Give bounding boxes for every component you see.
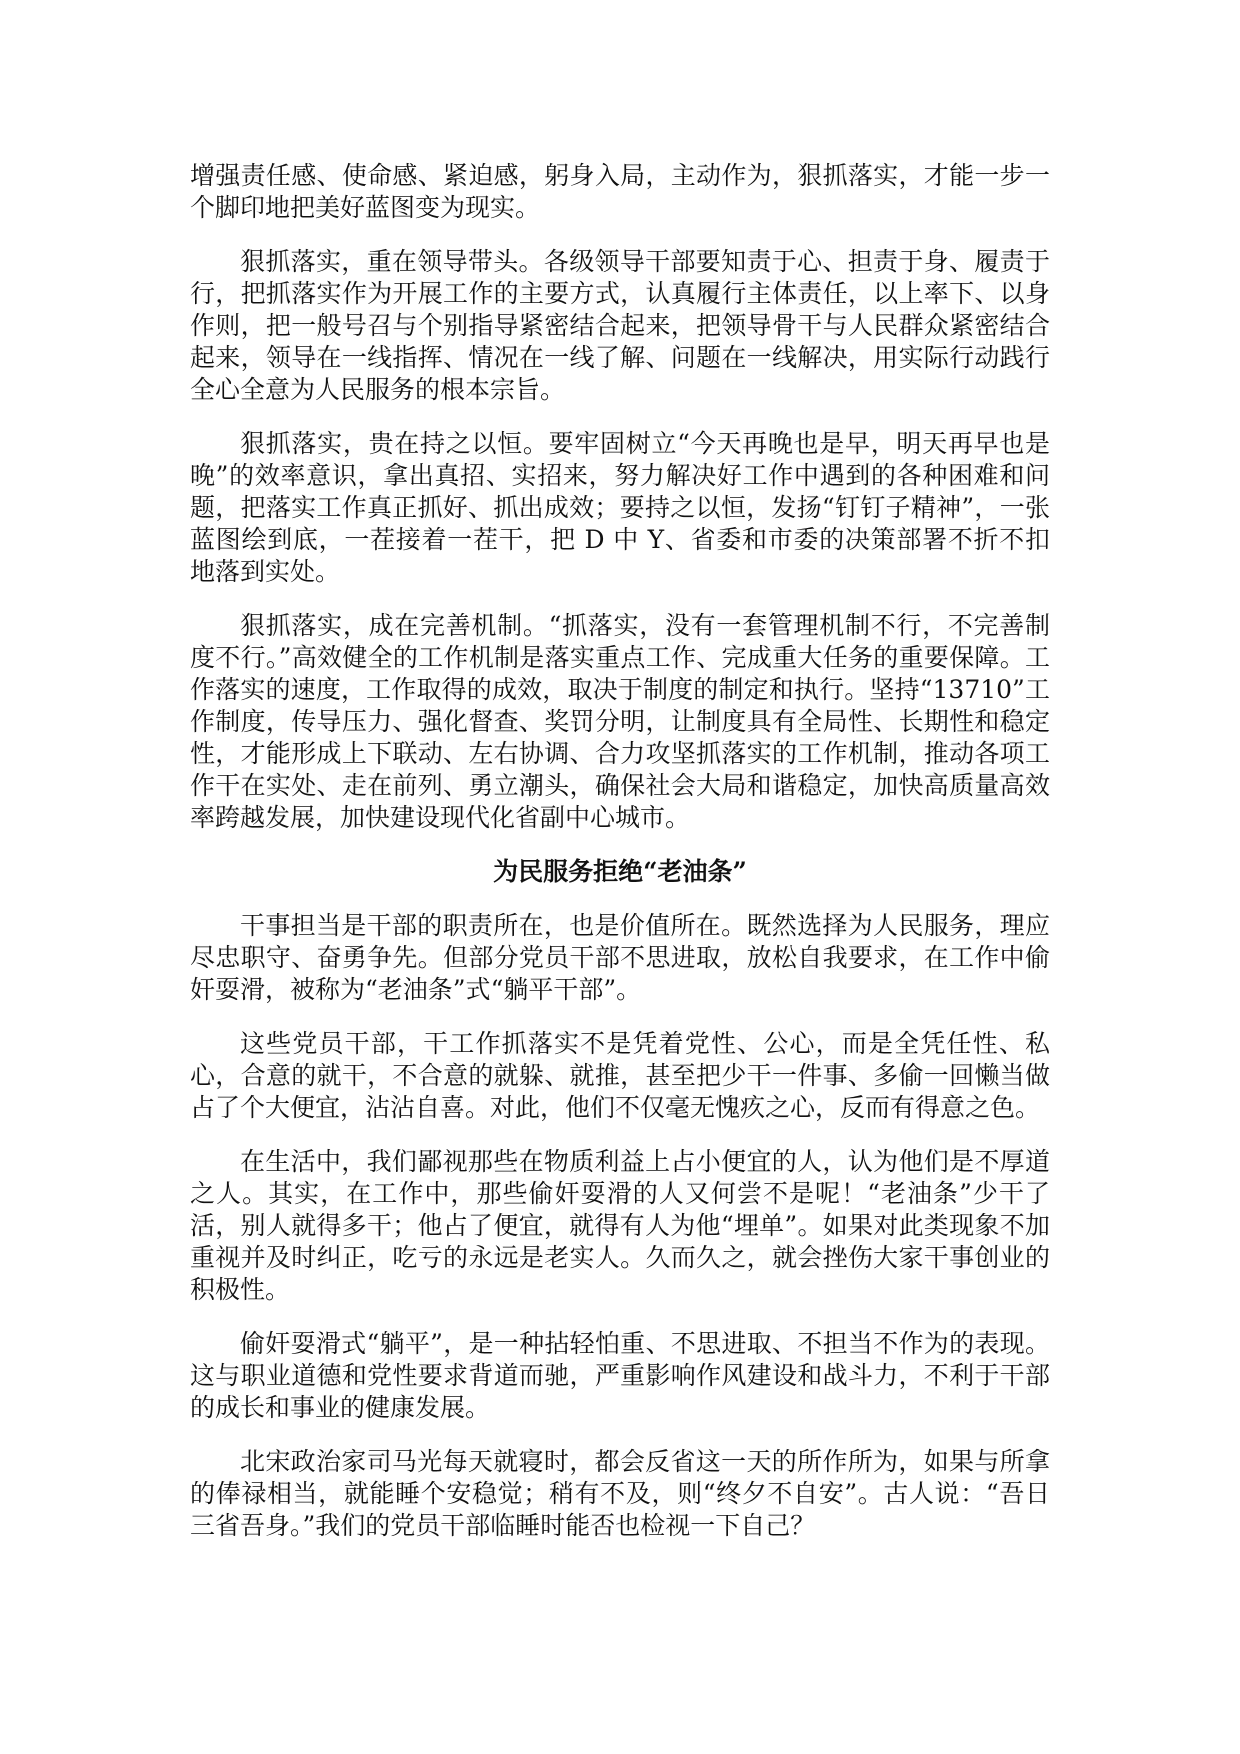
paragraph-continuation: 增强责任感、使命感、紧迫感，躬身入局，主动作为，狠抓落实，才能一步一个脚印地把美好蓝图变为现实。 [190, 161, 1050, 222]
section-heading: 为民服务拒绝“老油条” [493, 857, 747, 886]
paragraph-sima-guang: 北宋政治家司马光每天就寝时，都会反省这一天的所作所为，如果与所拿的俸禄相当，就能睡个安稳觉；稍有不及，则“终夕不自安”。古人说：“吾日三省吾身。”我们的党员干部临睡时能否也检视一下自己？ [190, 1447, 1050, 1540]
paragraph-cadres: 这些党员干部，干工作抓落实不是凭着党性、公心，而是全凭任性、私心，合意的就干，不合意的就躲、就推，甚至把少干一件事、多偷一回懒当做占了个大便宜，沾沾自喜。对此，他们不仅毫无愧疚之心，反而有得意之色。 [190, 1029, 1050, 1122]
document-body [190, 160, 1050, 1564]
paragraph-leadership: 狠抓落实，重在领导带头。各级领导干部要知责于心、担责于身、履责于行，把抓落实作为开展工作的主要方式，认真履行主体责任，以上率下、以身作则，把一般号召与个别指导紧密结合起来，把领导骨干与人民群众紧密结合起来，领导在一线指挥、情况在一线了解、问题在一线解决，用实际行动践行全心全意为人民服务的根本宗旨。 [190, 247, 1050, 404]
paragraph-duty: 干事担当是干部的职责所在，也是价值所在。既然选择为人民服务，理应尽忠职守、奋勇争先。但部分党员干部不思进取，放松自我要求，在工作中偷奸耍滑，被称为“老油条”式“躺平干部”。 [190, 911, 1050, 1004]
paragraph-perseverance: 狠抓落实，贵在持之以恒。要牢固树立“今天再晚也是早，明天再早也是晚”的效率意识，拿出真招、实招来，努力解决好工作中遇到的各种困难和问题，把落实工作真正抓好、抓出成效；要持之以恒，发扬“钉钉子精神”，一张蓝图绘到底，一茬接着一茬干，把 D 中 Y、省委和市委的决策部署不折不扣地落到实处。 [190, 429, 1050, 586]
paragraph-mechanism: 狠抓落实，成在完善机制。“抓落实，没有一套管理机制不行，不完善制度不行。”高效健全的工作机制是落实重点工作、完成重大任务的重要保障。工作落实的速度，工作取得的成效，取决于制度的制定和执行。坚持“13710”工作制度，传导压力、强化督查、奖罚分明，让制度具有全局性、长期性和稳定性，才能形成上下联动、左右协调、合力攻坚抓落实的工作机制，推动各项工作干在实处、走在前列、勇立潮头，确保社会大局和谐稳定，加快高质量高效率跨越发展，加快建设现代化省副中心城市。 [190, 611, 1050, 832]
paragraph-lying-flat: 偷奸耍滑式“躺平”，是一种拈轻怕重、不思进取、不担当不作为的表现。这与职业道德和党性要求背道而驰，严重影响作风建设和战斗力，不利于干部的成长和事业的健康发展。 [190, 1329, 1050, 1422]
paragraph-life: 在生活中，我们鄙视那些在物质利益上占小便宜的人，认为他们是不厚道之人。其实，在工作中，那些偷奸耍滑的人又何尝不是呢！“老油条”少干了活，别人就得多干；他占了便宜，就得有人为他“埋单”。如果对此类现象不加重视并及时纠正，吃亏的永远是老实人。久而久之，就会挫伤大家干事创业的积极性。 [190, 1147, 1050, 1304]
